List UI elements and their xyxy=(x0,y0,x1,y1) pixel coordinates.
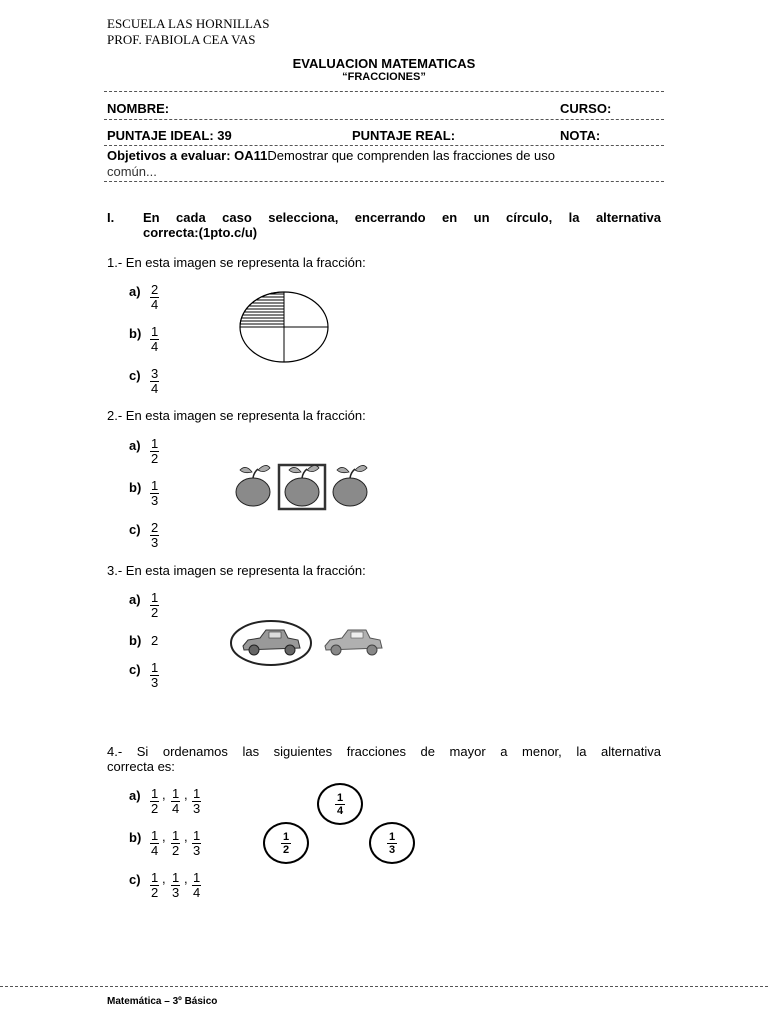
q3-option-a-letter[interactable]: a) xyxy=(129,592,141,607)
exam-title: EVALUACION MATEMATICAS xyxy=(292,56,476,71)
q3-prompt: 3.- En esta imagen se representa la fracción: xyxy=(107,563,366,578)
q3-option-b-letter[interactable]: b) xyxy=(129,633,142,648)
car-icon xyxy=(243,630,300,655)
q1-option-b-letter[interactable]: b) xyxy=(129,326,142,341)
fraction: $\frac{1}{4}$ xyxy=(151,828,159,858)
q3-option-a-fraction[interactable]: $\frac{1}{2}$ xyxy=(151,590,159,620)
exam-subtitle: “FRACCIONES” xyxy=(342,71,426,83)
footer-divider xyxy=(0,986,768,987)
q4-prompt-line2: correcta es: xyxy=(107,759,175,774)
q4-option-b-letter[interactable]: b) xyxy=(129,830,142,845)
q4-prompt-line1: 4.- Si ordenamos las siguientes fracciones de mayor a menor, la alternativa xyxy=(107,744,661,759)
q3-option-c-letter[interactable]: c) xyxy=(129,662,141,677)
three-apples-image xyxy=(232,460,372,512)
apple-icon xyxy=(236,465,270,506)
q1-prompt: 1.- En esta imagen se representa la fracción: xyxy=(107,255,366,270)
q1-option-c-letter[interactable]: c) xyxy=(129,368,141,383)
circled-fraction-one-half: $\frac{1}{2}$ xyxy=(263,822,309,864)
q2-option-b-letter[interactable]: b) xyxy=(129,480,142,495)
puntaje-real-label: PUNTAJE REAL: xyxy=(352,128,456,143)
fraction: $\frac{1}{2}$ xyxy=(172,828,180,858)
apple-icon xyxy=(333,465,367,506)
circled-fraction-one-third: $\frac{1}{3}$ xyxy=(369,822,415,864)
q1-option-c-fraction[interactable]: $\frac{3}{4}$ xyxy=(151,366,159,396)
school-name: ESCUELA LAS HORNILLAS xyxy=(107,16,270,31)
footer-text: Matemática – 3º Básico xyxy=(107,996,218,1007)
q4-option-a-letter[interactable]: a) xyxy=(129,788,141,803)
fraction: $\frac{1}{2}$ xyxy=(151,870,159,900)
q2-option-a-letter[interactable]: a) xyxy=(129,438,141,453)
section-number: I. xyxy=(107,210,115,225)
apple-icon xyxy=(285,465,319,506)
fraction: $\frac{1}{3}$ xyxy=(193,786,201,816)
objetivos-text-cont: común... xyxy=(107,164,157,179)
q1-option-b-fraction[interactable]: $\frac{1}{4}$ xyxy=(151,324,159,354)
q3-option-c-fraction[interactable]: $\frac{1}{3}$ xyxy=(151,660,159,690)
nota-label: NOTA: xyxy=(560,128,601,143)
divider xyxy=(104,119,664,120)
q2-option-a-fraction[interactable]: $\frac{1}{2}$ xyxy=(151,436,159,466)
instruction-line1: En cada caso selecciona, encerrando en un círculo, la alternativa xyxy=(143,210,661,225)
objetivos-text: Demostrar que comprenden las fracciones de uso xyxy=(267,148,555,163)
fraction: $\frac{1}{3}$ xyxy=(193,828,201,858)
objetivos-label: Objetivos a evaluar: OA11 xyxy=(107,148,268,163)
q4-option-c-letter[interactable]: c) xyxy=(129,872,141,887)
q2-option-c-letter[interactable]: c) xyxy=(129,522,141,537)
two-cars-image xyxy=(228,618,392,668)
q2-option-b-fraction[interactable]: $\frac{1}{3}$ xyxy=(151,478,159,508)
divider xyxy=(104,145,664,146)
fraction: $\frac{1}{4}$ xyxy=(193,870,201,900)
fraction: $\frac{1}{4}$ xyxy=(172,786,180,816)
divider xyxy=(104,181,664,182)
fraction: $\frac{1}{2}$ xyxy=(151,786,159,816)
q3-option-b-value[interactable]: 2 xyxy=(151,633,159,648)
instruction-line2: correcta:(1pto.c/u) xyxy=(143,225,258,240)
q2-prompt: 2.- En esta imagen se representa la fracción: xyxy=(107,408,366,423)
q1-option-a-fraction[interactable]: $\frac{2}{4}$ xyxy=(151,282,159,312)
nombre-label: NOMBRE: xyxy=(107,101,170,116)
fraction: $\frac{1}{3}$ xyxy=(172,870,180,900)
q2-option-c-fraction[interactable]: $\frac{2}{3}$ xyxy=(151,520,159,550)
objetivos-block xyxy=(107,148,667,180)
puntaje-ideal-label: PUNTAJE IDEAL: 39 xyxy=(107,128,232,143)
divider xyxy=(104,91,664,92)
q1-option-a-letter[interactable]: a) xyxy=(129,284,141,299)
circle-quarter-shaded-image xyxy=(238,290,330,364)
teacher-name: PROF. FABIOLA CEA VAS xyxy=(107,32,256,47)
circled-fraction-one-fourth: $\frac{1}{4}$ xyxy=(317,783,363,825)
car-icon xyxy=(325,630,382,655)
curso-label: CURSO: xyxy=(560,101,612,116)
